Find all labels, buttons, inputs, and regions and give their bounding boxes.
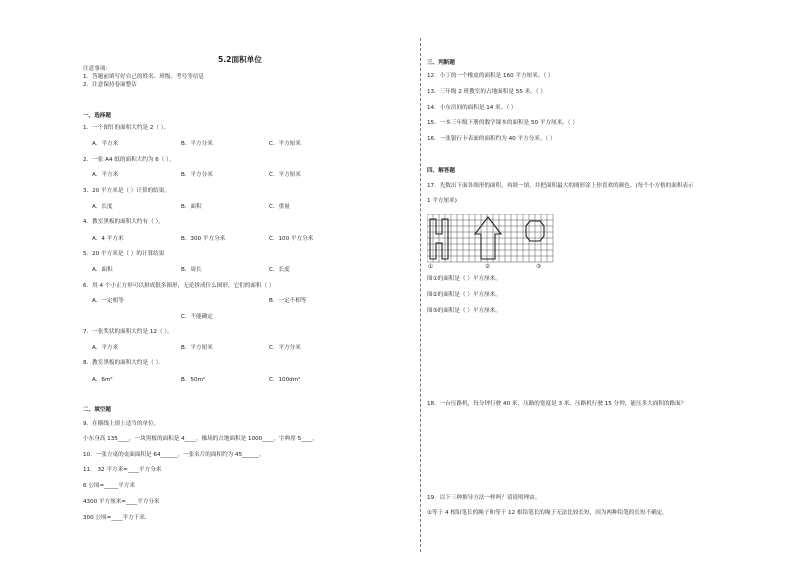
q2-option-a: A．平方米 [92,172,119,178]
q1-option-c: C．平方厘米 [269,141,301,147]
q7-option-c: C．平方分米 [269,345,301,351]
q7-option-b: B．平方厘米 [181,345,213,351]
q17-text: 17．先数出下面各图形的面积，再填一填，并把面积最大的图形涂上你喜欢的颜色。(每个小方格的面积表示 [427,183,694,189]
q1-option-b: B．平方分米 [181,141,213,147]
q19-text: 19．以下三种推导方法一样吗？请说明理由。 [427,495,541,501]
q3-text: 3．20 平方米是（ ）计算的结果。 [83,188,170,194]
q4-text: 4．教室黑板的面积大约有（ ）。 [83,219,164,225]
q10-text: 10．一张方桌的桌面面积是 64______，一张名片的面积约为 45______。 [83,452,265,458]
shape-label-2: ② [485,264,491,270]
q11-text: 11． 32 平方米=____平方分米 [83,467,162,473]
q4-option-b: B．300 平方分米 [181,236,226,242]
q6-option-c: C．不能确定 [181,314,213,320]
section3-heading: 三、判断题 [427,60,455,66]
q5-text: 5．20 平方米是（ ）的计算结果 [83,251,165,257]
q8-option-b: B．50m² [181,377,206,383]
q19-item-1: ①等于 4 根铅笔长的绳子和等于 12 根铅笔长的绳子无法比较长短，因为两种铅笔的长短不确定。 [427,510,668,516]
q2-option-b: B．平方分米 [181,172,213,178]
q5-option-b: B．周长 [181,267,202,273]
q4-option-c: C．100 平方分米 [269,236,314,242]
page-title: 5.2面积单位 [218,55,262,64]
q2-text: 2．一张 A4 纸的面积大约为 6（ ）。 [83,157,175,163]
q1-text: 1．一个图钉的面积大约是 2（ ）。 [83,125,170,131]
q11-line-b: 6 公顷=_____平方米 [83,483,135,489]
shape-grid [427,214,557,264]
q18-text: 18．一台压路机，每分钟行驶 40 米，压路的宽度是 3 米。压路机行驶 15 分钟，能压多大面积的路面？ [427,401,687,407]
q6-option-a: A．一定相等 [92,298,124,304]
q16-text: 16．一张银行卡表面的面积约为 40 平方分米。（ ） [427,136,556,142]
q4-option-a: A．4 平方米 [92,236,124,242]
q17-continued: 1 平方厘米) [427,198,457,204]
q3-option-c: C．重量 [269,204,290,210]
q13-text: 13．三年级 2 班教室的占地面积是 55 米。（ ） [427,89,546,95]
column-divider [420,38,421,552]
notes-heading: 注意事项： [83,66,111,72]
q3-option-b: B．面积 [181,204,202,210]
answer-shape-2: 图②的面积是（ ）平方厘米。 [427,292,501,298]
q2-option-c: C．平方厘米 [269,172,301,178]
answer-shape-1: 图①的面积是（ ）平方厘米。 [427,276,501,282]
q7-option-a: A．平方米 [92,345,119,351]
q12-text: 12．小丁的一个橡皮的面积是 160 平方厘米。（ ） [427,73,554,79]
q3-option-a: A．长度 [92,204,113,210]
q5-option-a: A．面积 [92,267,113,273]
answer-shape-3: 图③的面积是（ ）平方厘米。 [427,308,501,314]
note-item-1: 1．答题前填写好自己的姓名、班级、考号等信息 [83,74,205,80]
q9-line: 小东身高 135____，一块黑板的面积是 4____，操场的占地面积是 1000____，字典厚 5____。 [83,436,318,442]
section4-heading: 四、解答题 [427,168,455,174]
q5-option-c: C．长度 [269,267,290,273]
q8-text: 8．教室黑板的面积大约是（ ）． [83,360,164,366]
shape-label-3: ③ [536,264,542,270]
section1-heading: 一、选择题 [83,113,111,119]
q6-text: 6．用 4 个小正方形可以拼成很多图形，无论拼成什么图形，它们的面积（ ） [83,283,275,289]
section2-heading: 二、填空题 [83,407,111,413]
q9-text: 9．在横线上填上适当的单位。 [83,421,160,427]
q6-option-b: B．一定不相等 [269,298,307,304]
q11-line-d: 300 公顷=____平方千米． [83,515,151,521]
q8-option-c: C．100dm² [269,377,301,383]
q1-option-a: A．平方米 [92,141,119,147]
q11-line-c: 4300 平方厘米=____平方分米 [83,499,160,505]
q15-text: 15．一本三年级下册的数学课本的面积是 50 平方厘米。（ ） [427,120,579,126]
q8-option-a: A．6m² [92,377,113,383]
q7-text: 7．一张奖状的面积大约是 12（ ）。 [83,329,173,335]
q14-text: 14．小东房间的面积是 14 米。（ ） [427,105,517,111]
note-item-2: 2．注意保持卷面整洁 [83,82,137,88]
shape-label-1: ① [428,264,434,270]
